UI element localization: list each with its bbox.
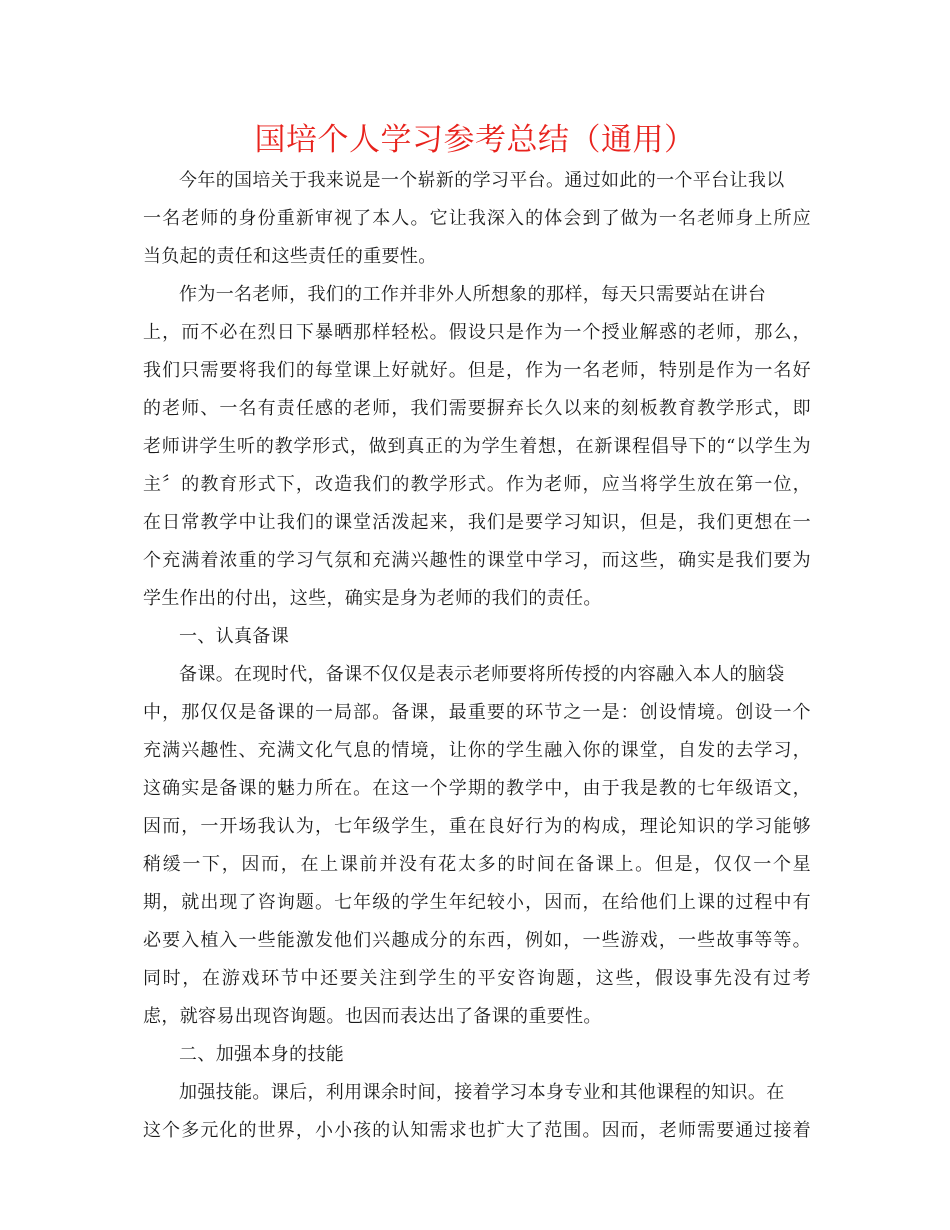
section-heading: 二、加强本身的技能 [179,1044,345,1065]
section-heading: 一、认真备课 [179,626,290,647]
paragraph-line: 一名老师的身份重新审视了本人。它让我深入的体会到了做为一名老师身上所应 [143,208,811,229]
paragraph-line: 今年的国培关于我来说是一个崭新的学习平台。通过如此的一个平台让我以 [179,170,785,191]
paragraph-line: 虑，就容易出现咨询题。也因而表达出了备课的重要性。 [143,1006,602,1027]
paragraph-line: 个充满着浓重的学习气氛和充满兴趣性的课堂中学习，而这些，确实是我们要为 [143,550,811,571]
paragraph-line: 必要入植入一些能激发他们兴趣成分的东西，例如，一些游戏，一些故事等等。 [143,930,811,951]
paragraph-line: 学生作出的付出，这些，确实是身为老师的我们的责任。 [143,588,602,609]
document-body [143,162,811,1150]
paragraph-line: 加强技能。课后，利用课余时间，接着学习本身专业和其他课程的知识。在 [179,1082,785,1103]
paragraph-line: 这个多元化的世界，小小孩的认知需求也扩大了范围。因而，老师需要通过接着 [143,1120,811,1141]
paragraph-line: 主〞的教育形式下，改造我们的教学形式。作为老师，应当将学生放在第一位， [143,474,811,495]
paragraph-line: 老师讲学生听的教学形式，做到真正的为学生着想，在新课程倡导下的“以学生为 [143,436,811,457]
paragraph-line: 的老师、一名有责任感的老师，我们需要摒弃长久以来的刻板教育教学形式，即 [143,398,811,419]
paragraph-line: 我们只需要将我们的每堂课上好就好。但是，作为一名老师，特别是作为一名好 [143,360,811,381]
paragraph-line: 同时，在游戏环节中还要关注到学生的平安咨询题，这些，假设事先没有过考 [143,968,811,989]
paragraph-line: 期，就出现了咨询题。七年级的学生年纪较小，因而，在给他们上课的过程中有 [143,892,811,913]
paragraph-line: 充满兴趣性、充满文化气息的情境，让你的学生融入你的课堂，自发的去学习， [143,740,811,761]
paragraph-line: 这确实是备课的魅力所在。在这一个学期的教学中，由于我是教的七年级语文， [143,778,811,799]
paragraph-line: 在日常教学中让我们的课堂活泼起来，我们是要学习知识，但是，我们更想在一 [143,512,811,533]
paragraph-line: 因而，一开场我认为，七年级学生，重在良好行为的构成，理论知识的学习能够 [143,816,811,837]
paragraph-line: 稍缓一下，因而，在上课前并没有花太多的时间在备课上。但是，仅仅一个星 [143,854,811,875]
paragraph-line: 作为一名老师，我们的工作并非外人所想象的那样，每天只需要站在讲台 [179,284,767,305]
document-title: 国培个人学习参考总结（通用） [254,122,696,158]
paragraph-line: 中，那仅仅是备课的一局部。备课，最重要的环节之一是：创设情境。创设一个 [143,702,811,723]
paragraph-line: 上，而不必在烈日下暴晒那样轻松。假设只是作为一个授业解惑的老师，那么， [143,322,811,343]
paragraph-line: 备课。在现时代，备课不仅仅是表示老师要将所传授的内容融入本人的脑袋 [179,664,785,685]
paragraph-line: 当负起的责任和这些责任的重要性。 [143,246,437,267]
